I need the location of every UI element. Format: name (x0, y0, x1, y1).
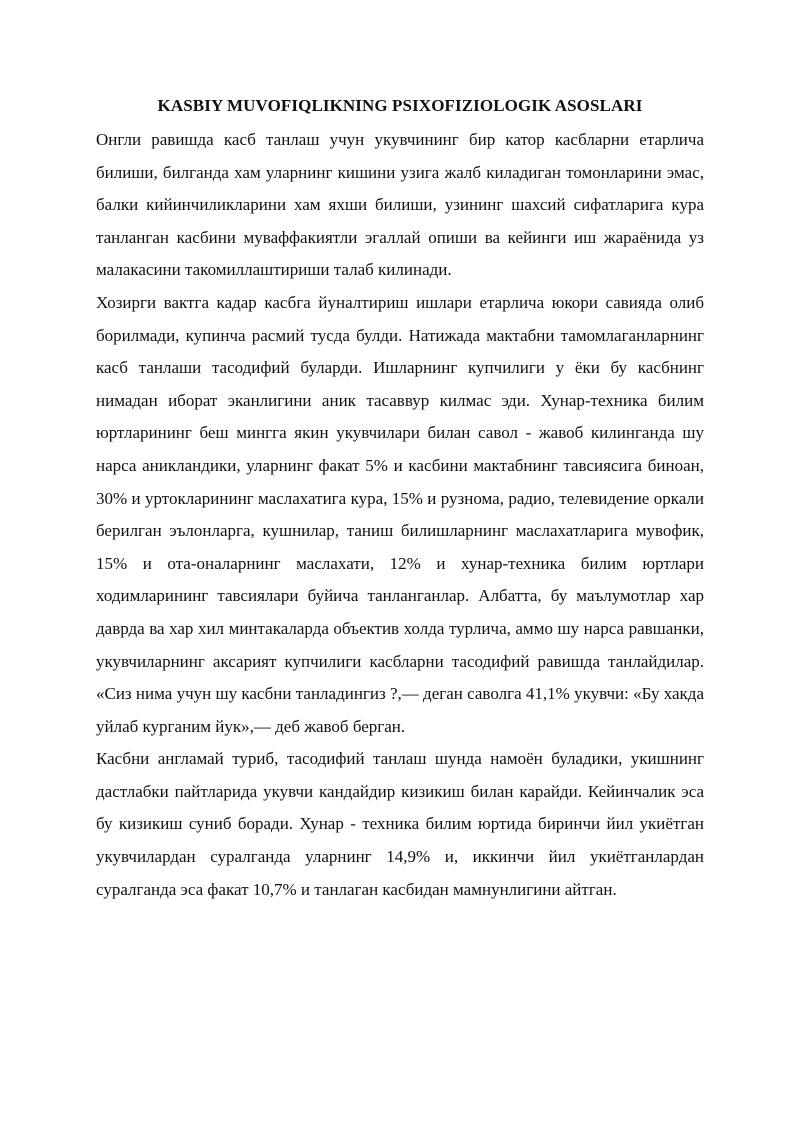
paragraph-1: Онгли равишда касб танлаш учун укувчининг бир катор касбларни етарлича билиши, билганда хам уларнинг кишини узига жалб киладиган томонларини эмас, балки кийинчиликларини хам яхши билиши, узининг шахсий сифатларига кура танланган касбини муваффакиятли эгаллай опиши ва кейинги иш жараёнида уз малакасини такомиллаштириши талаб килинади. (96, 130, 704, 280)
paragraph-3: Касбни англамай туриб, тасодифий танлаш шунда намоён буладики, укишнинг дастлабки пайтларида укувчи кандайдир кизикиш билан карайди. Кейинчалик эса бу кизикиш суниб боради. Хунар - техника билим юртида биринчи йил укиётган укувчилардан суралганда уларнинг 14,9% и, иккинчи йил укиётганлардан суралганда эса факат 10,7% и танлаган касбидан мамнунлигини айтган. (96, 749, 704, 899)
paragraph-2: Хозирги вактга кадар касбга йуналтириш ишлари етарлича юкори савияда олиб борилмади, купинча расмий тусда булди. Натижада мактабни тамомлаганларнинг касб танлаши тасодифий буларди. Ишларнинг купчилиги у ёки бу касбнинг нимадан иборат эканлигини аник тасаввур килмас эди. Хунар-техника билим юртларининг беш мингга якин укувчилари билан савол - жавоб килинганда шу нарса аникландики, уларнинг факат 5% и касбини мактабнинг тавсиясига биноан, 30% и уртокларининг маслахатига кура, 15% и рузнома, радио, телевидение оркали берилган эълонларга, кушнилар, таниш билишларнинг маслахатларига мувофик, 15% и ота-оналарнинг маслахати, 12% и хунар-техника билим юртлари ходимларининг тавсиялари буйича танланганлар. Албатта, бу маълумотлар хар даврда ва хар хил минтакаларда объектив холда турлича, аммо шу нарса равшанки, укувчиларнинг аксарият купчилиги касбларни тасодифий равишда танлайдилар. «Сиз нима учун шу касбни танладингиз ?,— деган саволга 41,1% укувчи: «Бу хакда уйлаб курганим йук»,— деб жавоб берган. (96, 292, 704, 736)
document-title: KASBIY MUVOFIQLIKNING PSIXOFIZIOLOGIK ASOSLARI (157, 96, 643, 115)
document-page (96, 90, 704, 906)
